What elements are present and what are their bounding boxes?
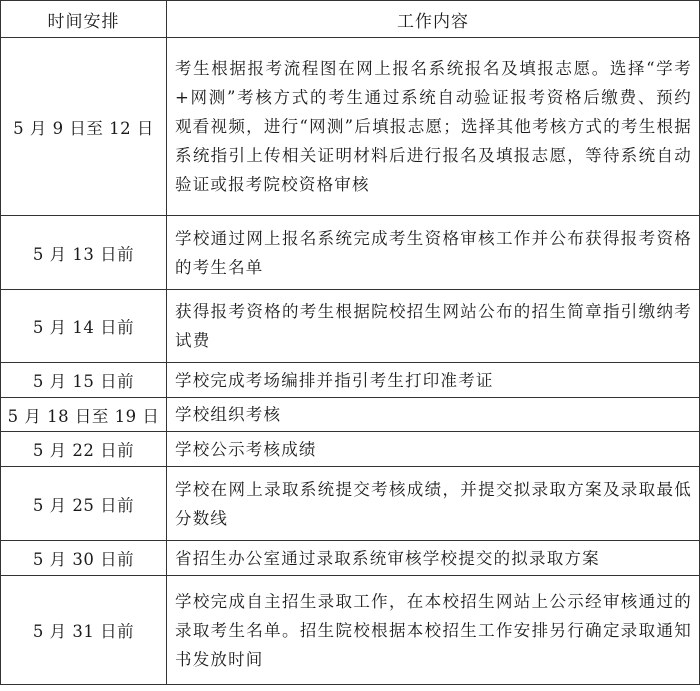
table-row [1,38,700,216]
table-row [1,363,700,398]
row-time: 5 月 13 日前 [1,216,167,290]
row-time: 5 月 22 日前 [1,432,167,467]
row-time: 5 月 18 日至 19 日 [1,398,167,432]
row-time: 5 月 31 日前 [1,576,167,685]
table-header-row [1,1,700,38]
table-row [1,432,700,467]
row-work: 省招生办公室通过录取系统审核学校提交的拟录取方案 [167,541,700,576]
row-work: 学校完成自主招生录取工作，在本校招生网站上公示经审核通过的录取考生名单。招生院校根据本校招生工作安排另行确定录取通知书发放时间 [167,576,700,685]
row-work: 学校公示考核成绩 [167,432,700,467]
row-work: 获得报考资格的考生根据院校招生网站公布的招生简章指引缴纳考试费 [167,290,700,363]
row-time: 5 月 25 日前 [1,467,167,541]
table-row [1,467,700,541]
row-work: 学校通过网上报名系统完成考生资格审核工作并公布获得报考资格的考生名单 [167,216,700,290]
row-work: 学校完成考场编排并指引考生打印准考证 [167,363,700,398]
row-work: 学校在网上录取系统提交考核成绩，并提交拟录取方案及录取最低分数线 [167,467,700,541]
table-row [1,398,700,432]
row-time: 5 月 30 日前 [1,541,167,576]
row-work: 学校组织考核 [167,398,700,432]
row-time: 5 月 14 日前 [1,290,167,363]
header-time: 时间安排 [1,1,167,38]
table-row [1,290,700,363]
row-work: 考生根据报考流程图在网上报名系统报名及填报志愿。选择“学考+网测”考核方式的考生通过系统自动验证报考资格后缴费、预约观看视频，进行“网测”后填报志愿；选择其他考核方式的考生根据系统指引上传相关证明材料后进行报名及填报志愿，等待系统自动验证或报考院校资格审核 [167,38,700,216]
header-work: 工作内容 [167,1,700,38]
table-row [1,216,700,290]
table-row [1,576,700,685]
table-row [1,541,700,576]
row-time: 5 月 15 日前 [1,363,167,398]
row-time: 5 月 9 日至 12 日 [1,38,167,216]
